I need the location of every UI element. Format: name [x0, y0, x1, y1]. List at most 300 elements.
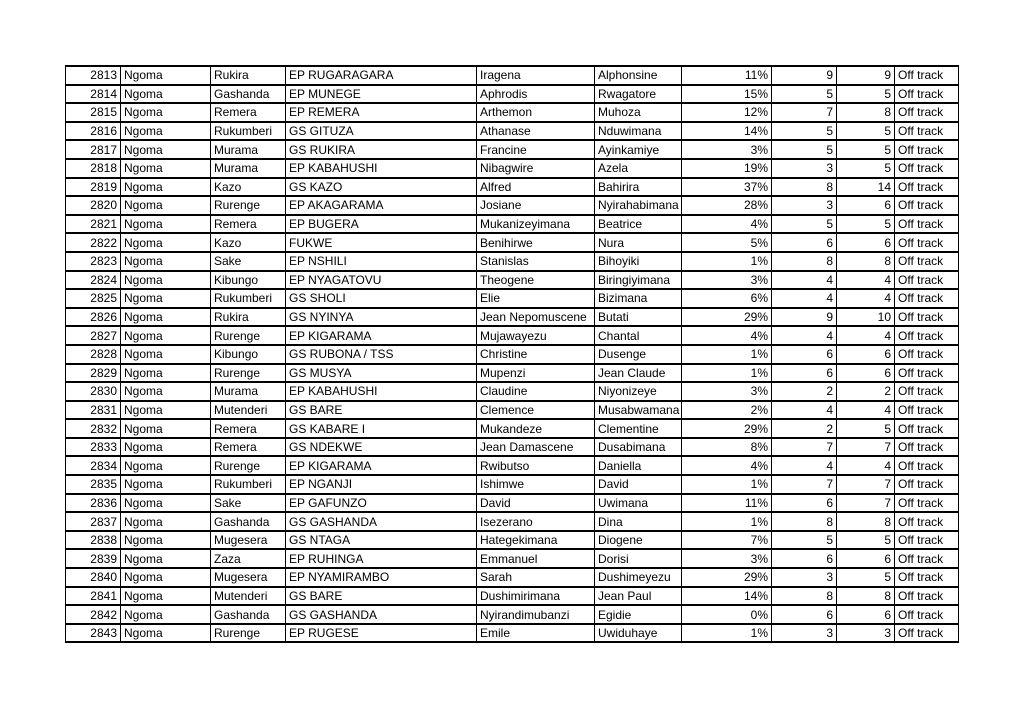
table-row [66, 605, 959, 624]
cell-first_name: Nibagwire [477, 159, 595, 178]
cell-district: Ngoma [121, 159, 211, 178]
cell-first_name: Clemence [477, 401, 595, 420]
cell-value1: 3 [772, 568, 837, 587]
cell-status: Off track [895, 475, 959, 494]
cell-value1: 5 [772, 140, 837, 159]
cell-value1: 3 [772, 624, 837, 643]
cell-last_name: Dina [595, 512, 682, 531]
cell-value2: 5 [837, 85, 895, 104]
cell-row_number: 2816 [66, 122, 121, 141]
cell-last_name: Nura [595, 233, 682, 252]
cell-sector: Rukumberi [211, 475, 286, 494]
cell-percent: 6% [682, 289, 772, 308]
cell-value2: 8 [837, 252, 895, 271]
cell-value1: 4 [772, 289, 837, 308]
cell-value2: 4 [837, 271, 895, 290]
cell-value2: 3 [837, 624, 895, 643]
cell-sector: Remera [211, 215, 286, 234]
cell-last_name: Dorisi [595, 549, 682, 568]
cell-district: Ngoma [121, 475, 211, 494]
table-row [66, 587, 959, 606]
table-row [66, 475, 959, 494]
table-row [66, 364, 959, 383]
cell-percent: 14% [682, 122, 772, 141]
cell-status: Off track [895, 178, 959, 197]
cell-value1: 6 [772, 605, 837, 624]
cell-district: Ngoma [121, 308, 211, 327]
cell-value1: 6 [772, 364, 837, 383]
cell-district: Ngoma [121, 438, 211, 457]
cell-first_name: Stanislas [477, 252, 595, 271]
cell-sector: Rukumberi [211, 122, 286, 141]
cell-first_name: Benihirwe [477, 233, 595, 252]
cell-status: Off track [895, 159, 959, 178]
cell-last_name: Niyonizeye [595, 382, 682, 401]
cell-status: Off track [895, 326, 959, 345]
cell-percent: 19% [682, 159, 772, 178]
cell-last_name: Daniella [595, 456, 682, 475]
cell-district: Ngoma [121, 531, 211, 550]
cell-percent: 3% [682, 140, 772, 159]
cell-row_number: 2824 [66, 271, 121, 290]
cell-value2: 5 [837, 215, 895, 234]
cell-school: FUKWE [286, 233, 477, 252]
cell-row_number: 2842 [66, 605, 121, 624]
cell-school: GS BARE [286, 587, 477, 606]
table-body [66, 66, 959, 642]
cell-value2: 6 [837, 549, 895, 568]
table-row [66, 494, 959, 513]
cell-school: EP KIGARAMA [286, 326, 477, 345]
cell-status: Off track [895, 233, 959, 252]
cell-school: EP REMERA [286, 103, 477, 122]
cell-value2: 2 [837, 382, 895, 401]
table-row [66, 326, 959, 345]
cell-status: Off track [895, 624, 959, 643]
cell-row_number: 2831 [66, 401, 121, 420]
cell-status: Off track [895, 271, 959, 290]
cell-sector: Rurenge [211, 624, 286, 643]
cell-school: EP KIGARAMA [286, 456, 477, 475]
table-row [66, 122, 959, 141]
cell-row_number: 2841 [66, 587, 121, 606]
cell-percent: 28% [682, 196, 772, 215]
cell-district: Ngoma [121, 66, 211, 85]
cell-row_number: 2814 [66, 85, 121, 104]
table-row [66, 103, 959, 122]
cell-last_name: Dusabimana [595, 438, 682, 457]
cell-first_name: Jean Nepomuscene [477, 308, 595, 327]
table-row [66, 85, 959, 104]
cell-percent: 1% [682, 512, 772, 531]
cell-value2: 4 [837, 401, 895, 420]
cell-status: Off track [895, 549, 959, 568]
cell-row_number: 2823 [66, 252, 121, 271]
cell-status: Off track [895, 382, 959, 401]
cell-row_number: 2815 [66, 103, 121, 122]
cell-status: Off track [895, 438, 959, 457]
cell-sector: Sake [211, 494, 286, 513]
cell-row_number: 2835 [66, 475, 121, 494]
cell-last_name: Ayinkamiye [595, 140, 682, 159]
cell-district: Ngoma [121, 271, 211, 290]
cell-value1: 5 [772, 122, 837, 141]
cell-value1: 5 [772, 85, 837, 104]
cell-first_name: Jean Damascene [477, 438, 595, 457]
cell-last_name: Muhoza [595, 103, 682, 122]
cell-value1: 8 [772, 252, 837, 271]
cell-status: Off track [895, 568, 959, 587]
cell-school: EP GAFUNZO [286, 494, 477, 513]
cell-first_name: Mujawayezu [477, 326, 595, 345]
cell-value2: 7 [837, 475, 895, 494]
table-row [66, 512, 959, 531]
table-row [66, 531, 959, 550]
cell-row_number: 2828 [66, 345, 121, 364]
cell-first_name: Dushimirimana [477, 587, 595, 606]
cell-school: EP MUNEGE [286, 85, 477, 104]
cell-district: Ngoma [121, 140, 211, 159]
cell-percent: 2% [682, 401, 772, 420]
cell-district: Ngoma [121, 494, 211, 513]
cell-first_name: Christine [477, 345, 595, 364]
table-row [66, 215, 959, 234]
cell-sector: Rurenge [211, 326, 286, 345]
cell-first_name: Isezerano [477, 512, 595, 531]
cell-school: EP NYAGATOVU [286, 271, 477, 290]
cell-row_number: 2830 [66, 382, 121, 401]
cell-status: Off track [895, 605, 959, 624]
school-data-table [65, 65, 959, 643]
cell-value1: 4 [772, 326, 837, 345]
cell-last_name: Bizimana [595, 289, 682, 308]
cell-value2: 5 [837, 122, 895, 141]
cell-value2: 5 [837, 159, 895, 178]
cell-last_name: Biringiyimana [595, 271, 682, 290]
cell-value1: 9 [772, 308, 837, 327]
cell-sector: Mutenderi [211, 401, 286, 420]
cell-district: Ngoma [121, 456, 211, 475]
cell-value1: 5 [772, 215, 837, 234]
cell-value1: 8 [772, 512, 837, 531]
cell-row_number: 2843 [66, 624, 121, 643]
table-row [66, 345, 959, 364]
cell-first_name: Aphrodis [477, 85, 595, 104]
cell-value2: 9 [837, 66, 895, 85]
cell-last_name: David [595, 475, 682, 494]
cell-sector: Rukumberi [211, 289, 286, 308]
cell-school: GS KAZO [286, 178, 477, 197]
cell-row_number: 2819 [66, 178, 121, 197]
cell-district: Ngoma [121, 85, 211, 104]
cell-sector: Gashanda [211, 85, 286, 104]
cell-district: Ngoma [121, 326, 211, 345]
cell-school: EP NYAMIRAMBO [286, 568, 477, 587]
cell-school: GS GASHANDA [286, 605, 477, 624]
cell-row_number: 2822 [66, 233, 121, 252]
cell-value1: 7 [772, 103, 837, 122]
cell-district: Ngoma [121, 178, 211, 197]
cell-percent: 0% [682, 605, 772, 624]
cell-district: Ngoma [121, 345, 211, 364]
cell-district: Ngoma [121, 122, 211, 141]
cell-value1: 5 [772, 531, 837, 550]
cell-sector: Kibungo [211, 345, 286, 364]
cell-district: Ngoma [121, 419, 211, 438]
cell-sector: Remera [211, 103, 286, 122]
cell-school: EP KABAHUSHI [286, 159, 477, 178]
cell-value1: 6 [772, 549, 837, 568]
table-row [66, 456, 959, 475]
table-row [66, 549, 959, 568]
cell-status: Off track [895, 494, 959, 513]
cell-school: EP RUHINGA [286, 549, 477, 568]
cell-last_name: Nduwimana [595, 122, 682, 141]
table-row [66, 401, 959, 420]
cell-value1: 7 [772, 438, 837, 457]
table-row [66, 233, 959, 252]
cell-last_name: Azela [595, 159, 682, 178]
table-row [66, 66, 959, 85]
cell-row_number: 2837 [66, 512, 121, 531]
table-row [66, 289, 959, 308]
cell-value2: 4 [837, 289, 895, 308]
cell-percent: 29% [682, 308, 772, 327]
cell-percent: 37% [682, 178, 772, 197]
cell-first_name: Rwibutso [477, 456, 595, 475]
cell-sector: Rurenge [211, 456, 286, 475]
table-row [66, 159, 959, 178]
cell-district: Ngoma [121, 215, 211, 234]
cell-last_name: Jean Paul [595, 587, 682, 606]
cell-row_number: 2813 [66, 66, 121, 85]
cell-sector: Mugesera [211, 531, 286, 550]
table-row [66, 568, 959, 587]
table-row [66, 419, 959, 438]
cell-sector: Mugesera [211, 568, 286, 587]
cell-value2: 8 [837, 512, 895, 531]
cell-first_name: Athanase [477, 122, 595, 141]
cell-value1: 4 [772, 271, 837, 290]
cell-row_number: 2836 [66, 494, 121, 513]
cell-status: Off track [895, 66, 959, 85]
cell-school: GS NDEKWE [286, 438, 477, 457]
cell-sector: Rurenge [211, 364, 286, 383]
cell-school: GS MUSYA [286, 364, 477, 383]
cell-district: Ngoma [121, 382, 211, 401]
cell-sector: Gashanda [211, 605, 286, 624]
cell-percent: 29% [682, 568, 772, 587]
cell-value2: 8 [837, 103, 895, 122]
cell-value2: 14 [837, 178, 895, 197]
cell-sector: Sake [211, 252, 286, 271]
cell-first_name: Mupenzi [477, 364, 595, 383]
cell-status: Off track [895, 215, 959, 234]
cell-value1: 6 [772, 233, 837, 252]
cell-percent: 4% [682, 215, 772, 234]
table-row [66, 308, 959, 327]
cell-status: Off track [895, 419, 959, 438]
cell-district: Ngoma [121, 103, 211, 122]
cell-school: GS NYINYA [286, 308, 477, 327]
cell-first_name: David [477, 494, 595, 513]
cell-row_number: 2829 [66, 364, 121, 383]
cell-first_name: Nyirandimubanzi [477, 605, 595, 624]
cell-status: Off track [895, 587, 959, 606]
cell-school: EP KABAHUSHI [286, 382, 477, 401]
cell-value2: 5 [837, 568, 895, 587]
cell-value2: 4 [837, 326, 895, 345]
cell-school: EP RUGARAGARA [286, 66, 477, 85]
cell-first_name: Ishimwe [477, 475, 595, 494]
cell-last_name: Beatrice [595, 215, 682, 234]
cell-value1: 8 [772, 178, 837, 197]
cell-value1: 9 [772, 66, 837, 85]
cell-status: Off track [895, 85, 959, 104]
table-row [66, 196, 959, 215]
cell-row_number: 2838 [66, 531, 121, 550]
cell-percent: 1% [682, 345, 772, 364]
cell-value1: 7 [772, 475, 837, 494]
cell-value1: 6 [772, 345, 837, 364]
table-row [66, 382, 959, 401]
cell-school: GS SHOLI [286, 289, 477, 308]
cell-school: EP BUGERA [286, 215, 477, 234]
cell-last_name: Nyirahabimana [595, 196, 682, 215]
cell-sector: Kazo [211, 178, 286, 197]
cell-status: Off track [895, 252, 959, 271]
cell-first_name: Hategekimana [477, 531, 595, 550]
cell-percent: 1% [682, 252, 772, 271]
cell-last_name: Butati [595, 308, 682, 327]
cell-percent: 3% [682, 271, 772, 290]
table-row [66, 140, 959, 159]
cell-sector: Remera [211, 438, 286, 457]
cell-last_name: Egidie [595, 605, 682, 624]
cell-status: Off track [895, 308, 959, 327]
cell-sector: Rurenge [211, 196, 286, 215]
cell-percent: 8% [682, 438, 772, 457]
cell-value2: 6 [837, 345, 895, 364]
cell-last_name: Bahirira [595, 178, 682, 197]
cell-first_name: Francine [477, 140, 595, 159]
cell-row_number: 2821 [66, 215, 121, 234]
cell-district: Ngoma [121, 624, 211, 643]
cell-value2: 6 [837, 196, 895, 215]
cell-sector: Murama [211, 140, 286, 159]
cell-value2: 10 [837, 308, 895, 327]
cell-status: Off track [895, 140, 959, 159]
cell-percent: 15% [682, 85, 772, 104]
cell-last_name: Jean Claude [595, 364, 682, 383]
cell-value1: 8 [772, 587, 837, 606]
cell-district: Ngoma [121, 587, 211, 606]
cell-row_number: 2825 [66, 289, 121, 308]
cell-row_number: 2834 [66, 456, 121, 475]
table-row [66, 252, 959, 271]
cell-percent: 1% [682, 364, 772, 383]
cell-last_name: Clementine [595, 419, 682, 438]
cell-last_name: Dusenge [595, 345, 682, 364]
cell-status: Off track [895, 289, 959, 308]
cell-first_name: Iragena [477, 66, 595, 85]
cell-value2: 4 [837, 456, 895, 475]
cell-percent: 1% [682, 475, 772, 494]
table-row [66, 438, 959, 457]
cell-sector: Remera [211, 419, 286, 438]
cell-first_name: Arthemon [477, 103, 595, 122]
cell-value2: 6 [837, 605, 895, 624]
cell-row_number: 2818 [66, 159, 121, 178]
cell-last_name: Chantal [595, 326, 682, 345]
cell-sector: Rukira [211, 308, 286, 327]
cell-row_number: 2832 [66, 419, 121, 438]
cell-sector: Kibungo [211, 271, 286, 290]
cell-sector: Gashanda [211, 512, 286, 531]
cell-sector: Murama [211, 382, 286, 401]
cell-district: Ngoma [121, 605, 211, 624]
cell-value2: 8 [837, 587, 895, 606]
cell-first_name: Elie [477, 289, 595, 308]
cell-school: GS RUKIRA [286, 140, 477, 159]
cell-value1: 2 [772, 419, 837, 438]
cell-district: Ngoma [121, 289, 211, 308]
cell-percent: 4% [682, 456, 772, 475]
cell-first_name: Josiane [477, 196, 595, 215]
cell-value1: 3 [772, 159, 837, 178]
cell-first_name: Emmanuel [477, 549, 595, 568]
cell-percent: 11% [682, 66, 772, 85]
cell-school: GS BARE [286, 401, 477, 420]
cell-district: Ngoma [121, 252, 211, 271]
cell-row_number: 2827 [66, 326, 121, 345]
cell-school: GS RUBONA / TSS [286, 345, 477, 364]
cell-value1: 3 [772, 196, 837, 215]
cell-row_number: 2820 [66, 196, 121, 215]
cell-first_name: Emile [477, 624, 595, 643]
cell-percent: 1% [682, 624, 772, 643]
cell-value2: 5 [837, 140, 895, 159]
cell-status: Off track [895, 364, 959, 383]
cell-percent: 14% [682, 587, 772, 606]
cell-first_name: Theogene [477, 271, 595, 290]
cell-last_name: Rwagatore [595, 85, 682, 104]
cell-school: EP NGANJI [286, 475, 477, 494]
cell-value1: 4 [772, 456, 837, 475]
cell-last_name: Uwimana [595, 494, 682, 513]
cell-value2: 5 [837, 419, 895, 438]
cell-status: Off track [895, 456, 959, 475]
cell-last_name: Uwiduhaye [595, 624, 682, 643]
cell-status: Off track [895, 196, 959, 215]
cell-row_number: 2839 [66, 549, 121, 568]
cell-sector: Rukira [211, 66, 286, 85]
cell-school: GS GITUZA [286, 122, 477, 141]
cell-value2: 7 [837, 494, 895, 513]
cell-first_name: Alfred [477, 178, 595, 197]
cell-school: EP NSHILI [286, 252, 477, 271]
cell-district: Ngoma [121, 568, 211, 587]
cell-sector: Murama [211, 159, 286, 178]
cell-first_name: Sarah [477, 568, 595, 587]
cell-district: Ngoma [121, 401, 211, 420]
cell-status: Off track [895, 512, 959, 531]
cell-value2: 5 [837, 531, 895, 550]
cell-district: Ngoma [121, 364, 211, 383]
table-row [66, 624, 959, 643]
cell-school: EP RUGESE [286, 624, 477, 643]
cell-value2: 7 [837, 438, 895, 457]
